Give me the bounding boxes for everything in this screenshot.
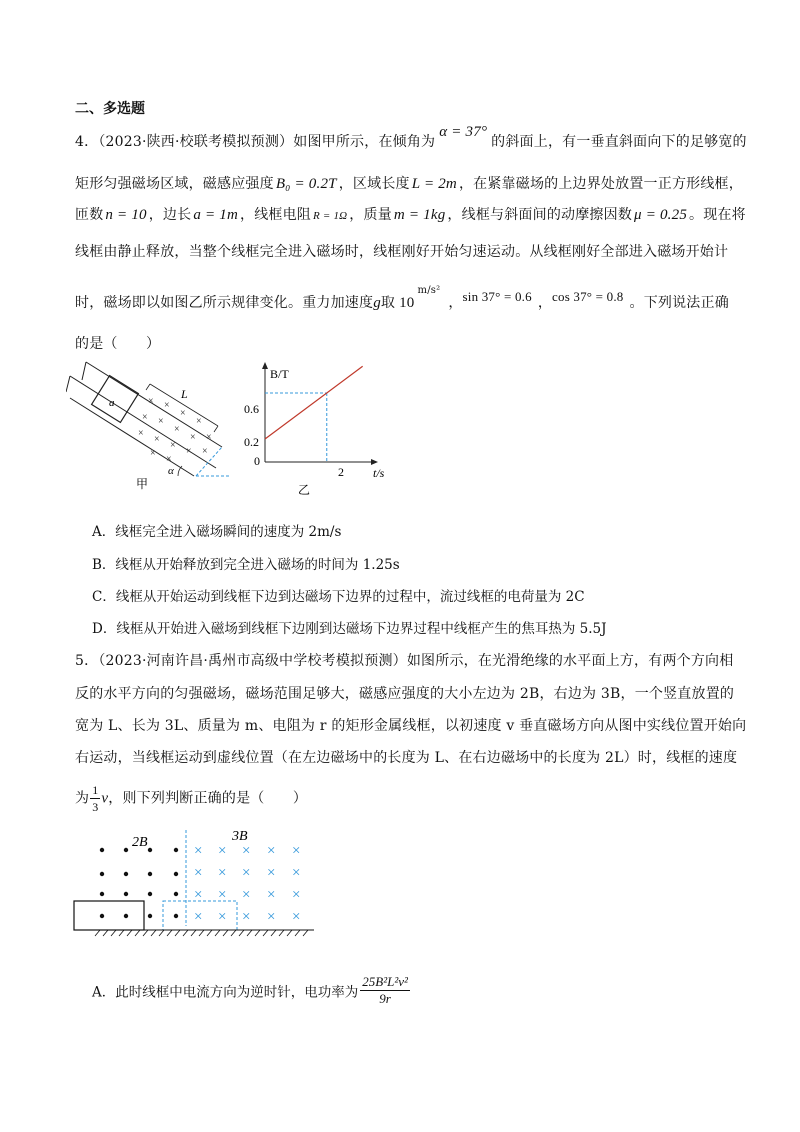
y-tick-0.6: 0.6 xyxy=(244,402,259,416)
q4-cos: cos 37° = 0.8 xyxy=(552,289,624,304)
svg-text:×: × xyxy=(267,865,276,881)
label-2B: 2B xyxy=(132,835,148,850)
y-tick-0: 0 xyxy=(254,454,260,468)
svg-text:×: × xyxy=(190,432,196,443)
q4-text: ，在紧靠磁场的上边界处放置一正方形线框， xyxy=(458,176,743,192)
svg-text:×: × xyxy=(194,887,203,903)
q5-fraction xyxy=(90,782,100,815)
q4-line-2 xyxy=(75,173,743,193)
q4-text: 如图甲所示，在倾角为 xyxy=(293,134,436,150)
q4-text: ，质量 xyxy=(349,207,392,223)
q5-line-4: 右运动，当线框运动到虚线位置（在左边磁场中的长度为 L、在右边磁场中的长度为 2L）时，线框的速度 xyxy=(75,750,738,766)
q5-option-a-den: 9r xyxy=(379,991,391,1006)
q4-g-value: 10 xyxy=(399,295,415,311)
q5-line-2: 反的水平方向的匀强磁场，磁场范围足够大，磁感应强度的大小左边为 2B，右边为 3B，一个竖直放置的 xyxy=(75,686,735,702)
q4-alpha: α = 37° xyxy=(439,124,488,140)
q4-line-1 xyxy=(75,124,747,151)
q4-resistance: R = 1Ω xyxy=(313,210,348,222)
svg-text:×: × xyxy=(242,909,251,925)
q4-text: ，区域长度 xyxy=(338,176,410,192)
figure-yi-caption: 乙 xyxy=(298,483,311,496)
svg-text:×: × xyxy=(170,440,176,451)
q4-b0: B₀ = 0.2T xyxy=(275,176,337,192)
svg-text:×: × xyxy=(194,865,203,881)
svg-text:×: × xyxy=(142,412,148,423)
svg-text:×: × xyxy=(267,843,276,859)
q4-option-c[interactable]: C．线框从开始运动到线框下边到达磁场下边界的过程中，流过线框的电荷量为 2C xyxy=(92,589,585,605)
svg-text:×: × xyxy=(202,446,208,457)
y-axis-arrow-icon xyxy=(262,362,268,369)
q5-number: 5． xyxy=(75,653,99,669)
q4-line-5: 时，磁场即以如图乙所示规律变化。重力加速度g取 $10^{m/s^2}$，sin 37° = 0.6 ，cos 37° = 0.8 。下列说法正确 xyxy=(75,285,729,311)
svg-text:×: × xyxy=(292,865,301,881)
svg-text:×: × xyxy=(150,448,156,459)
q4-text: 时，磁场即以如图乙所示规律变化。重力加速度 xyxy=(75,295,374,311)
q5-text: ，则下列判断正确的是（ ） xyxy=(108,790,308,807)
svg-text:×: × xyxy=(186,446,192,457)
svg-text:×: × xyxy=(206,432,212,443)
figure-yi-graph xyxy=(240,358,400,496)
figure-q5-fields xyxy=(70,826,320,944)
y-axis-label: B/T xyxy=(270,367,289,381)
frame-solid xyxy=(74,901,144,930)
q4-option-a[interactable]: A．线框完全进入磁场瞬间的速度为 2m/s xyxy=(92,524,342,540)
svg-text:×: × xyxy=(242,887,251,903)
q4-text: 匝数 xyxy=(75,207,104,223)
q4-text: ，线框与斜面间的动摩擦因数 xyxy=(447,207,633,223)
q4-text: ，边长 xyxy=(148,207,192,223)
svg-text:×: × xyxy=(154,434,160,445)
q4-text: 取 xyxy=(380,295,396,311)
x-axis-arrow-icon xyxy=(371,459,378,465)
figure-jia-caption: 甲 xyxy=(136,477,149,491)
left-field-dots xyxy=(100,848,178,918)
q4-g-unit: m/s² xyxy=(417,285,441,296)
svg-text:×: × xyxy=(292,909,301,925)
x-axis-label: t/s xyxy=(373,466,385,480)
q5-source: （2023·河南许昌·禹州市高级中学校考模拟预测） xyxy=(98,653,407,669)
q4-mu: μ = 0.25 xyxy=(634,207,688,223)
fig-a-label: a xyxy=(109,397,115,409)
q5-line-3: 宽为 L、长为 3L、质量为 m、电阻为 r 的矩形金属线框，以初速度 v 垂直磁场方向从图中实线位置开始向 xyxy=(75,718,747,734)
figure-jia-incline xyxy=(66,356,236,496)
svg-text:×: × xyxy=(218,865,227,881)
q4-text: 矩形匀强磁场区域，磁感应强度 xyxy=(75,176,274,192)
svg-text:×: × xyxy=(196,416,202,427)
q4-option-d[interactable]: D．线框从开始进入磁场到线框下边刚到达磁场下边界过程中线框产生的焦耳热为 5.5J xyxy=(92,621,607,637)
q5-option-a-text: A．此时线框中电流方向为逆时针，电功率为 xyxy=(92,984,359,1001)
svg-text:×: × xyxy=(148,396,154,407)
q4-text: 。现在将 xyxy=(689,207,746,223)
ground-hatching xyxy=(95,930,308,936)
svg-text:×: × xyxy=(267,887,276,903)
svg-text:×: × xyxy=(218,909,227,925)
q5-text: 为 xyxy=(75,790,90,807)
magnetic-field-crosses xyxy=(138,396,212,465)
q4-line-3 xyxy=(75,204,746,224)
y-tick-0.2: 0.2 xyxy=(244,435,259,449)
q4-text: 。下列说法正确 xyxy=(629,295,729,311)
q5-line-5 xyxy=(75,782,307,815)
svg-text:×: × xyxy=(180,408,186,419)
svg-text:×: × xyxy=(194,843,203,859)
svg-text:×: × xyxy=(242,843,251,859)
svg-text:×: × xyxy=(218,887,227,903)
svg-text:×: × xyxy=(138,428,144,439)
q4-source: （2023·陕西·校联考模拟预测） xyxy=(98,134,294,150)
q5-line-1 xyxy=(75,650,733,670)
section-title: 二、多选题 xyxy=(75,101,145,117)
q4-line-4: 线框由静止释放，当整个线框完全进入磁场时，线框刚好开始匀速运动。从线框刚好全部进入磁场开始计 xyxy=(75,244,729,260)
q4-g: g xyxy=(373,295,381,311)
q4-turns: n = 10 xyxy=(105,207,147,223)
q4-sin: sin 37° = 0.6 xyxy=(462,289,532,304)
svg-text:×: × xyxy=(194,909,203,925)
q5-fraction-den: 3 xyxy=(92,800,99,814)
label-3B: 3B xyxy=(232,829,248,844)
svg-text:×: × xyxy=(166,454,172,465)
svg-text:×: × xyxy=(267,909,276,925)
right-field-crosses xyxy=(194,843,300,925)
q4-line-6: 的是（ ） xyxy=(75,336,161,352)
q4-length: L = 2m xyxy=(411,176,457,192)
q4-option-b[interactable]: B．线框从开始释放到完全进入磁场的时间为 1.25s xyxy=(92,557,400,573)
q5-option-a-fraction xyxy=(360,974,410,1007)
svg-text:×: × xyxy=(292,887,301,903)
fig-alpha-label: α xyxy=(168,465,174,477)
q4-text: 的斜面上，有一垂直斜面向下的足够宽的 xyxy=(491,134,747,150)
q5-v: v xyxy=(101,790,109,807)
q5-option-a-num: 25B²L²v² xyxy=(362,974,408,989)
svg-text:×: × xyxy=(164,400,170,411)
q4-side: a = 1m xyxy=(193,207,238,223)
q5-option-a[interactable] xyxy=(92,974,410,1007)
x-tick-2: 2 xyxy=(338,465,344,479)
q4-number: 4． xyxy=(75,134,99,150)
svg-text:×: × xyxy=(292,843,301,859)
svg-text:×: × xyxy=(218,843,227,859)
q4-text: ，线框电阻 xyxy=(240,207,311,223)
fig-L-label: L xyxy=(181,387,188,401)
svg-text:×: × xyxy=(174,424,180,435)
q4-mass: m = 1kg xyxy=(393,207,446,223)
q5-text: 如图所示，在光滑绝缘的水平面上方，有两个方向相 xyxy=(406,653,734,669)
svg-text:×: × xyxy=(242,865,251,881)
q5-fraction-num: 1 xyxy=(92,783,99,797)
svg-text:×: × xyxy=(158,416,164,427)
